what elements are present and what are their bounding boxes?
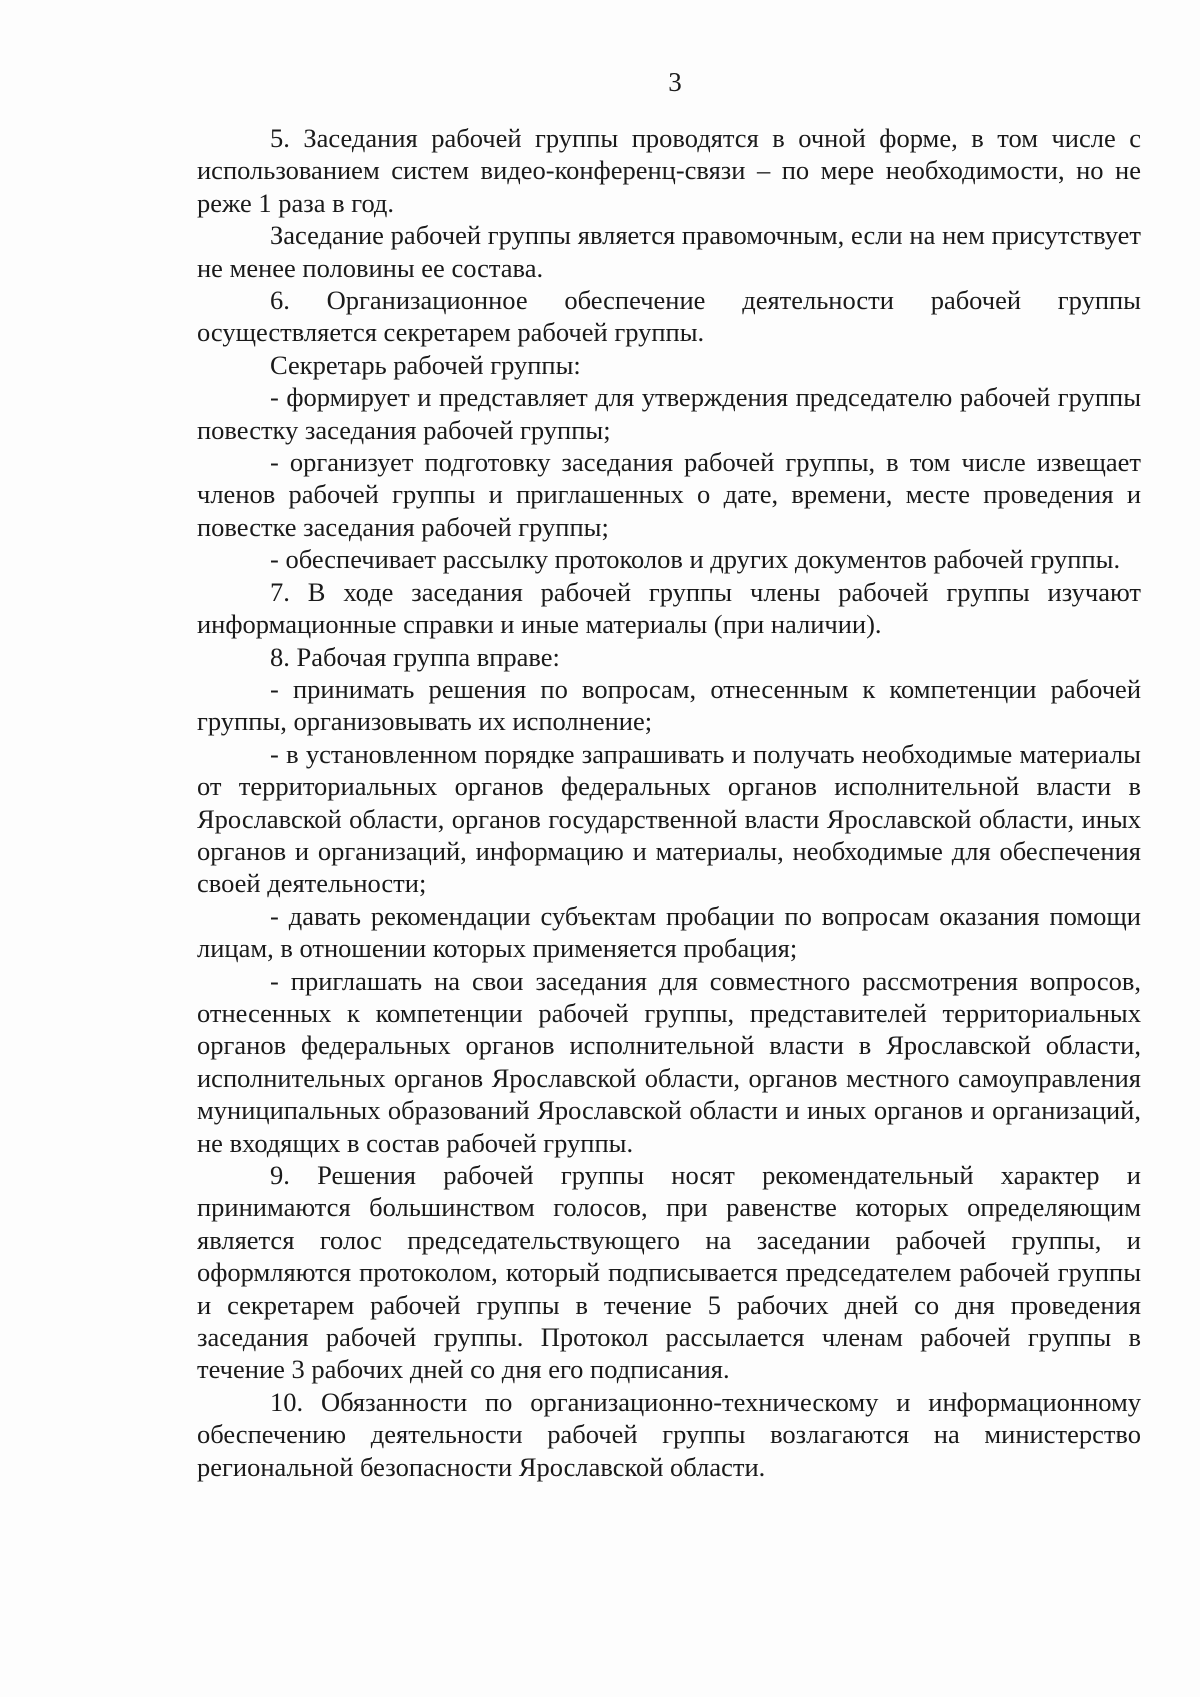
secretary-duty-preparation: - организует подготовку заседания рабочей группы, в том числе извещает членов рабочей группы и приглашенных о дате, времени, месте проведения и повестке заседания рабочей группы; <box>197 447 1141 542</box>
right-request-materials: - в установленном порядке запрашивать и получать необходимые материалы от территориальных органов федеральных органов исполнительной власти в Ярославской области, органов государственной власти Ярославской области, иных органов и организаций, информацию и материалы, необходимые для обеспечения своей деятельности; <box>197 738 1141 899</box>
page-number: 3 <box>668 67 682 97</box>
paragraph-8: 8. Рабочая группа вправе: <box>270 641 560 672</box>
document-body <box>197 122 1141 1483</box>
secretary-heading: Секретарь рабочей группы: <box>270 349 581 380</box>
paragraph-5: 5. Заседания рабочей группы проводятся в очной форме, в том числе с использованием систем видео-конференц-связи – по мере необходимости, но не реже 1 раза в год. <box>197 123 1141 218</box>
secretary-duty-mailing: - обеспечивает рассылку протоколов и других документов рабочей группы. <box>270 544 1121 575</box>
paragraph-9: 9. Решения рабочей группы носят рекомендательный характер и принимаются большинством голосов, при равенстве которых определяющим является голос председательствующего на заседании рабочей группы, и оформляются протоколом, который подписывается председателем рабочей группы и секретарем рабочей группы в течение 5 рабочих дней со дня проведения заседания рабочей группы. Протокол рассылается членам рабочей группы в течение 3 рабочих дней со дня его подписания. <box>197 1160 1141 1385</box>
paragraph-5-quorum: Заседание рабочей группы является правомочным, если на нем присутствует не менее половины ее состава. <box>197 220 1141 283</box>
right-recommendations: - давать рекомендации субъектам пробации по вопросам оказания помощи лицам, в отношении которых применяется пробация; <box>197 900 1141 964</box>
secretary-duty-agenda: - формирует и представляет для утверждения председателю рабочей группы повестку заседания рабочей группы; <box>197 382 1141 445</box>
right-decisions: - принимать решения по вопросам, отнесенным к компетенции рабочей группы, организовывать их исполнение; <box>197 673 1141 737</box>
paragraph-10: 10. Обязанности по организационно-техническому и информационному обеспечению деятельности рабочей группы возлагаются на министерство региональной безопасности Ярославской области. <box>197 1386 1141 1482</box>
right-invite: - приглашать на свои заседания для совместного рассмотрения вопросов, отнесенных к компетенции рабочей группы, представителей территориальных органов федеральных органов исполнительной власти в Ярославской области, исполнительных органов Ярославской области, органов местного самоуправления муниципальных образований Ярославской области и иных органов и организаций, не входящих в состав рабочей группы. <box>197 965 1141 1158</box>
paragraph-6: 6. Организационное обеспечение деятельности рабочей группы осуществляется секретарем рабочей группы. <box>197 285 1141 348</box>
paragraph-7: 7. В ходе заседания рабочей группы члены рабочей группы изучают информационные справки и иные материалы (при наличии). <box>197 576 1141 640</box>
